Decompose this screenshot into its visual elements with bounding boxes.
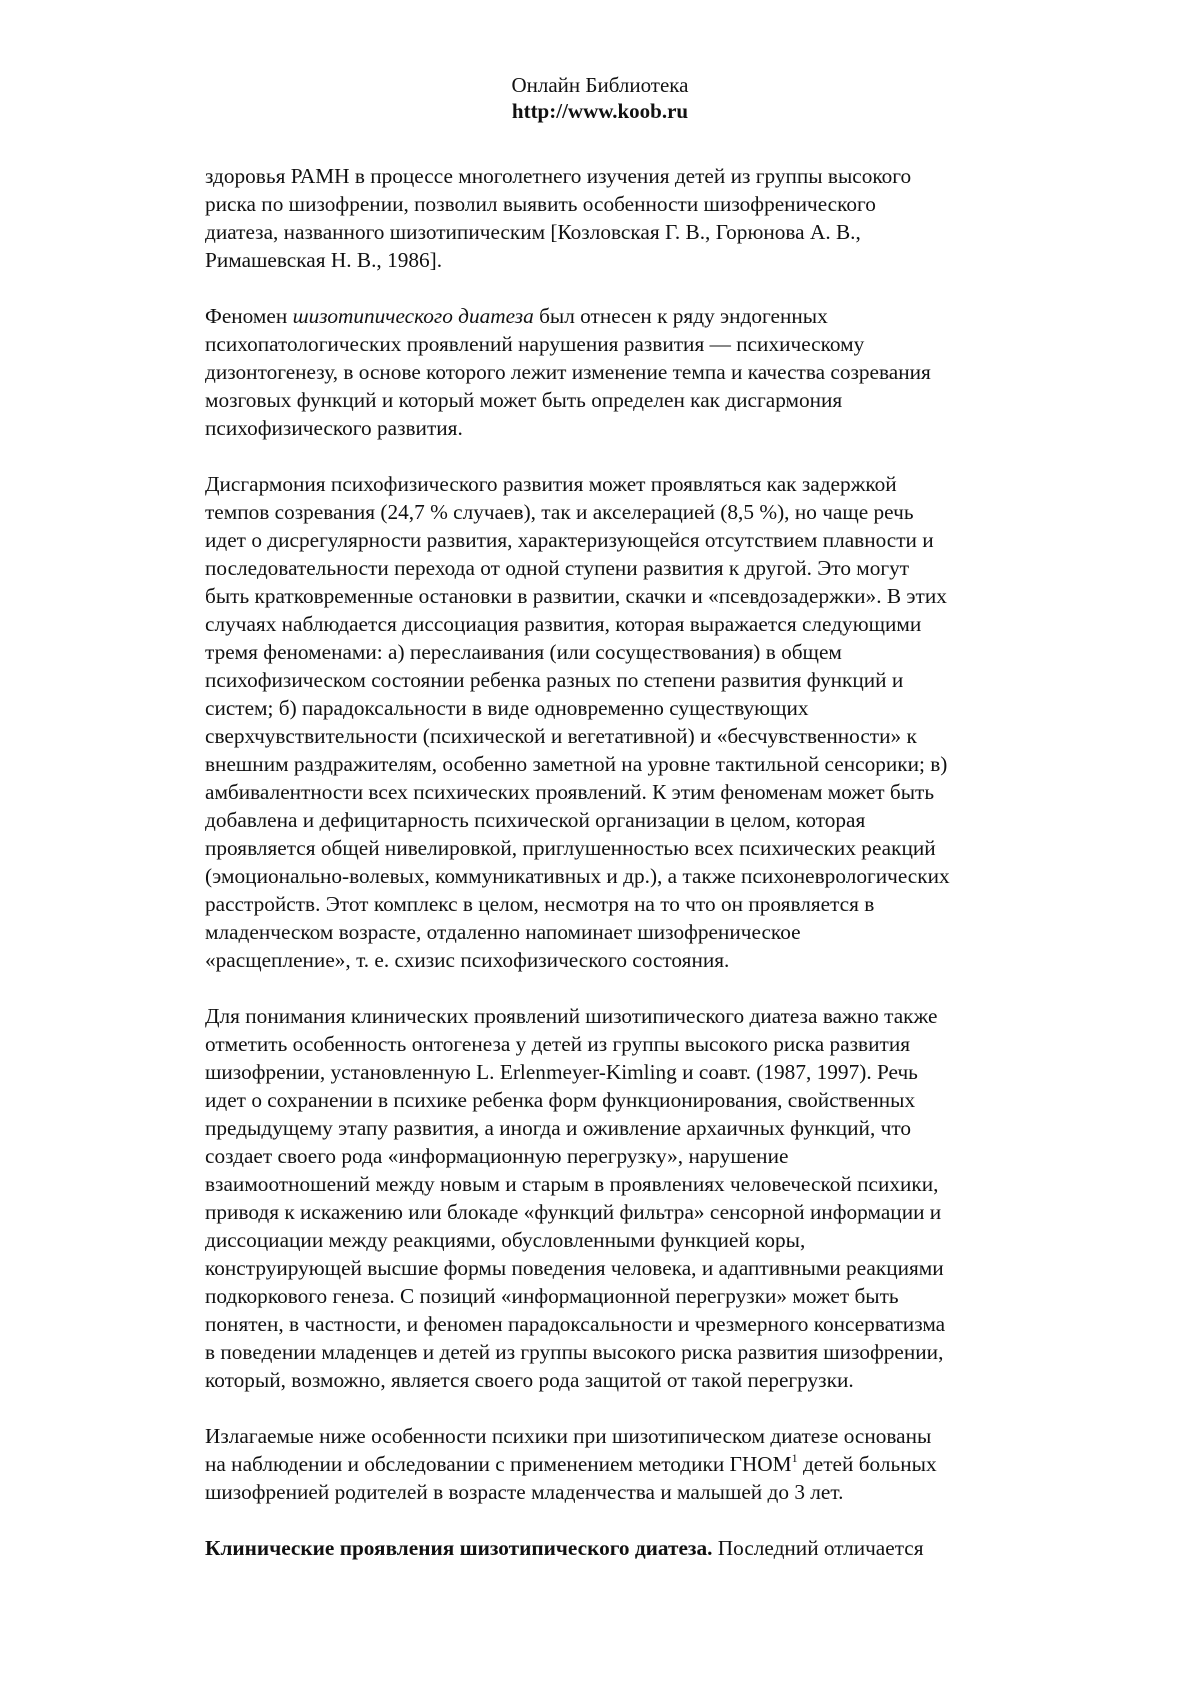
text-line: случаях наблюдается диссоциация развития, которая выражается следующими	[205, 612, 922, 636]
document-body	[205, 162, 1085, 1590]
paragraph-3	[205, 470, 1085, 974]
text-line: понятен, в частности, и феномен парадоксальности и чрезмерного консерватизма	[205, 1312, 946, 1336]
text-line: риска по шизофрении, позволил выявить особенности шизофренического	[205, 192, 876, 216]
text-line: систем; б) парадоксальности в виде одновременно существующих	[205, 696, 809, 720]
text-line	[205, 1534, 1085, 1562]
text-line: конструирующей высшие формы поведения человека, и адаптивными реакциями	[205, 1256, 944, 1280]
text-line: подкоркового генеза. С позиций «информационной перегрузки» может быть	[205, 1284, 899, 1308]
text-line: тремя феноменами: а) переслаивания (или сосуществования) в общем	[205, 640, 842, 664]
text-line: Излагаемые ниже особенности психики при шизотипическом диатезе основаны	[205, 1424, 932, 1448]
text-run: был отнесен к ряду эндогенных	[533, 304, 828, 328]
text-line: психофизического развития.	[205, 416, 463, 440]
text-line: амбивалентности всех психических проявлений. К этим феноменам может быть	[205, 780, 935, 804]
text-line: диссоциации между реакциями, обусловленными функцией коры,	[205, 1228, 806, 1252]
paragraph-6	[205, 1534, 1085, 1562]
text-line: (эмоционально-волевых, коммуникативных и др.), а также психоневрологических	[205, 864, 950, 888]
library-url-link[interactable]: http://www.koob.ru	[511, 99, 689, 123]
text-line: добавлена и дефицитарность психической организации в целом, которая	[205, 808, 866, 832]
section-heading: Клинические проявления шизотипического диатеза.	[205, 1536, 713, 1560]
text-line: последовательности перехода от одной ступени развития к другой. Это могут	[205, 556, 910, 580]
text-line: создает своего рода «информационную перегрузку», нарушение	[205, 1144, 789, 1168]
text-run: Последний отличается	[712, 1536, 924, 1560]
text-run: детей больных	[797, 1452, 937, 1476]
paragraph-2	[205, 302, 1085, 442]
text-line: шизофренией родителей в возрасте младенчества и малышей до 3 лет.	[205, 1480, 844, 1504]
text-line: отметить особенность онтогенеза у детей из группы высокого риска развития	[205, 1032, 911, 1056]
text-run: на наблюдении и обследовании с применением методики ГНОМ	[205, 1452, 792, 1476]
paragraph-1	[205, 162, 1085, 274]
footnote-marker[interactable]: 1	[791, 1451, 798, 1465]
text-line: в поведении младенцев и детей из группы высокого риска развития шизофрении,	[205, 1340, 944, 1364]
text-line: быть кратковременные остановки в развитии, скачки и «псевдозадержки». В этих	[205, 584, 947, 608]
paragraph-5	[205, 1422, 1085, 1506]
page-header	[0, 72, 1200, 124]
text-line: идет о дисрегулярности развития, характеризующейся отсутствием плавности и	[205, 528, 934, 552]
text-line: здоровья РАМН в процессе многолетнего изучения детей из группы высокого	[205, 164, 912, 188]
text-line: предыдущему этапу развития, а иногда и оживление архаичных функций, что	[205, 1116, 911, 1140]
text-line: психопатологических проявлений нарушения развития — психическому	[205, 332, 865, 356]
text-line: шизофрении, установленную L. Erlenmeyer-Kimling и соавт. (1987, 1997). Речь	[205, 1060, 918, 1084]
text-line: сверхчувствительности (психической и вегетативной) и «бесчувственности» к	[205, 724, 917, 748]
text-line: Дисгармония психофизического развития может проявляться как задержкой	[205, 472, 897, 496]
text-line: мозговых функций и который может быть определен как дисгармония	[205, 388, 843, 412]
text-line: дизонтогенезу, в основе которого лежит изменение темпа и качества созревания	[205, 360, 931, 384]
text-line: младенческом возрасте, отдаленно напоминает шизофреническое	[205, 920, 801, 944]
text-line: диатеза, названного шизотипическим [Козловская Г. В., Горюнова А. В.,	[205, 220, 861, 244]
text-line: идет о сохранении в психике ребенка форм функционирования, свойственных	[205, 1088, 916, 1112]
text-line: Для понимания клинических проявлений шизотипического диатеза важно также	[205, 1004, 938, 1028]
text-line: проявляется общей нивелировкой, приглушенностью всех психических реакций	[205, 836, 936, 860]
text-line: взаимоотношений между новым и старым в проявлениях человеческой психики,	[205, 1172, 939, 1196]
text-line: психофизическом состоянии ребенка разных по степени развития функций и	[205, 668, 904, 692]
text-line: «расщепление», т. е. схизис психофизического состояния.	[205, 948, 730, 972]
text-line: внешним раздражителям, особенно заметной на уровне тактильной сенсорики; в)	[205, 752, 948, 776]
text-run: Феномен	[205, 304, 293, 328]
text-line: темпов созревания (24,7 % случаев), так и акселерацией (8,5 %), но чаще речь	[205, 500, 914, 524]
text-line: который, возможно, является своего рода защитой от такой перегрузки.	[205, 1368, 854, 1392]
text-line	[205, 1450, 1085, 1478]
italic-term: шизотипического диатеза	[292, 304, 534, 328]
text-line: расстройств. Этот комплекс в целом, несмотря на то что он проявляется в	[205, 892, 875, 916]
text-line	[205, 302, 1085, 330]
library-title: Онлайн Библиотека	[511, 73, 689, 97]
text-line: Римашевская Н. В., 1986].	[205, 248, 443, 272]
text-line: приводя к искажению или блокаде «функций фильтра» сенсорной информации и	[205, 1200, 942, 1224]
paragraph-4	[205, 1002, 1085, 1394]
